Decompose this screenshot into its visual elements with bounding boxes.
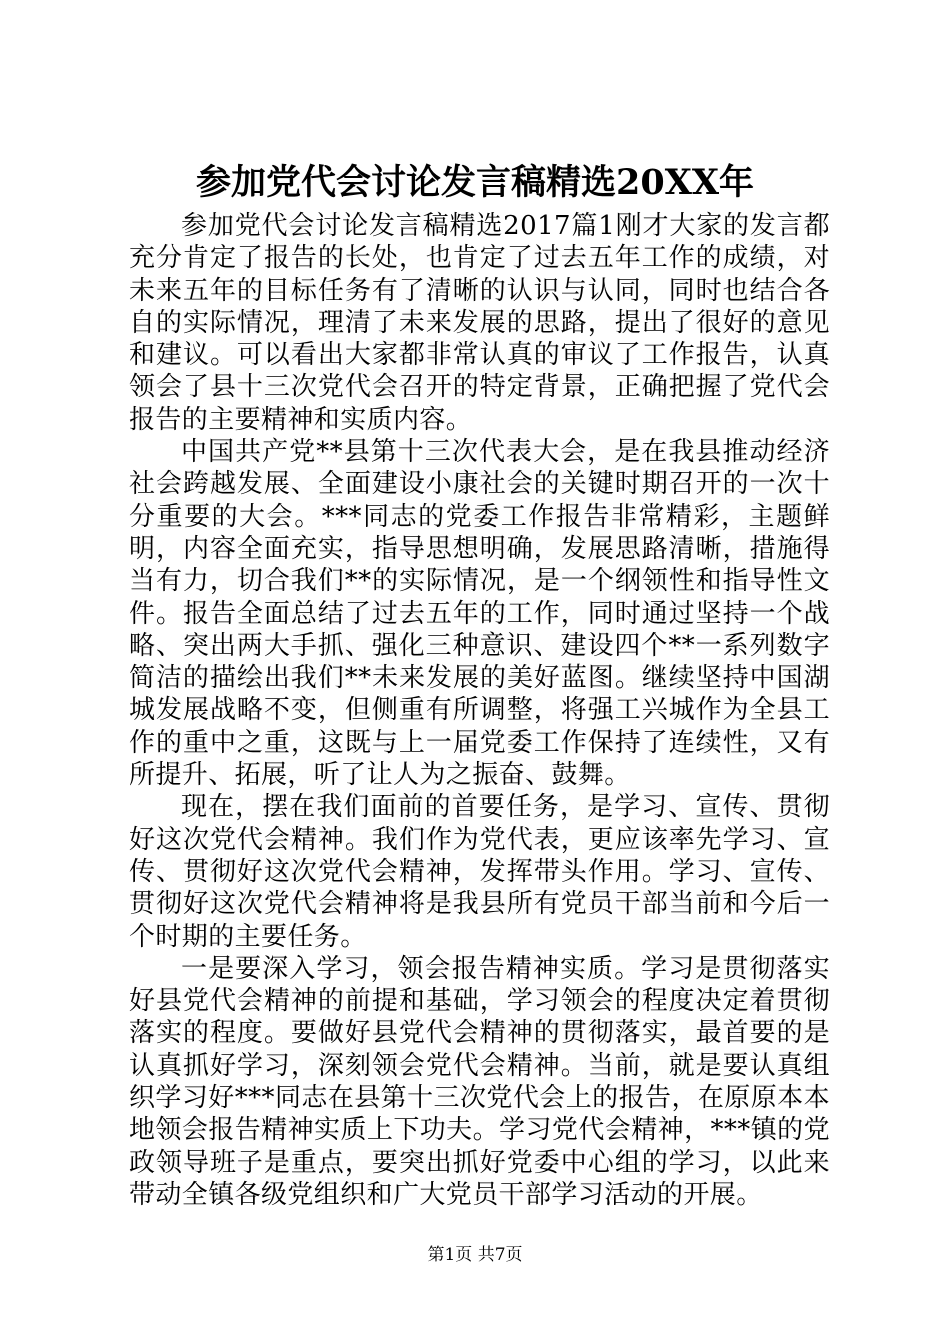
page-number-footer: 第1页 共7页 bbox=[427, 1245, 523, 1265]
paragraph: 中国共产党**县第十三次代表大会，是在我县推动经济社会跨越发展、全面建设小康社会的关键时期召开的一次十分重要的大会。***同志的党委工作报告非常精彩，主题鲜明，内容全面充实，指导思想明确，发展思路清晰，措施得当有力，切合我们**的实际情况，是一个纲领性和指导性文件。报告全面总结了过去五年的工作，同时通过坚持一个战略、突出两大手抓、强化三种意识、建设四个**一系列数字简洁的描绘出我们**未来发展的美好蓝图。继续坚持中国湖城发展战略不变，但侧重有所调整，将强工兴城作为全县工作的重中之重，这既与上一届党委工作保持了连续性，又有所提升、拓展，听了让人为之振奋、鼓舞。 bbox=[129, 437, 830, 791]
paragraph: 现在，摆在我们面前的首要任务，是学习、宣传、贯彻好这次党代会精神。我们作为党代表，更应该率先学习、宣传、贯彻好这次党代会精神，发挥带头作用。学习、宣传、贯彻好这次党代会精神将是我县所有党员干部当前和今后一个时期的主要任务。 bbox=[129, 792, 830, 952]
paragraph: 参加党代会讨论发言稿精选2017篇1刚才大家的发言都充分肯定了报告的长处，也肯定了过去五年工作的成绩，对未来五年的目标任务有了清晰的认识与认同，同时也结合各自的实际情况，理清了未来发展的思路，提出了很好的意见和建议。可以看出大家都非常认真的审议了工作报告，认真领会了县十三次党代会召开的特定背景，正确把握了党代会报告的主要精神和实质内容。 bbox=[129, 211, 830, 435]
document-body bbox=[129, 210, 830, 1211]
document-title: 参加党代会讨论发言稿精选20XX年 bbox=[195, 162, 755, 203]
paragraph: 一是要深入学习，领会报告精神实质。学习是贯彻落实好县党代会精神的前提和基础，学习领会的程度决定着贯彻落实的程度。要做好县党代会精神的贯彻落实，最首要的是认真抓好学习，深刻领会党代会精神。当前，就是要认真组织学习好***同志在县第十三次党代会上的报告，在原原本本地领会报告精神实质上下功夫。学习党代会精神，***镇的党政领导班子是重点，要突出抓好党委中心组的学习，以此来带动全镇各级党组织和广大党员干部学习活动的开展。 bbox=[129, 953, 830, 1210]
